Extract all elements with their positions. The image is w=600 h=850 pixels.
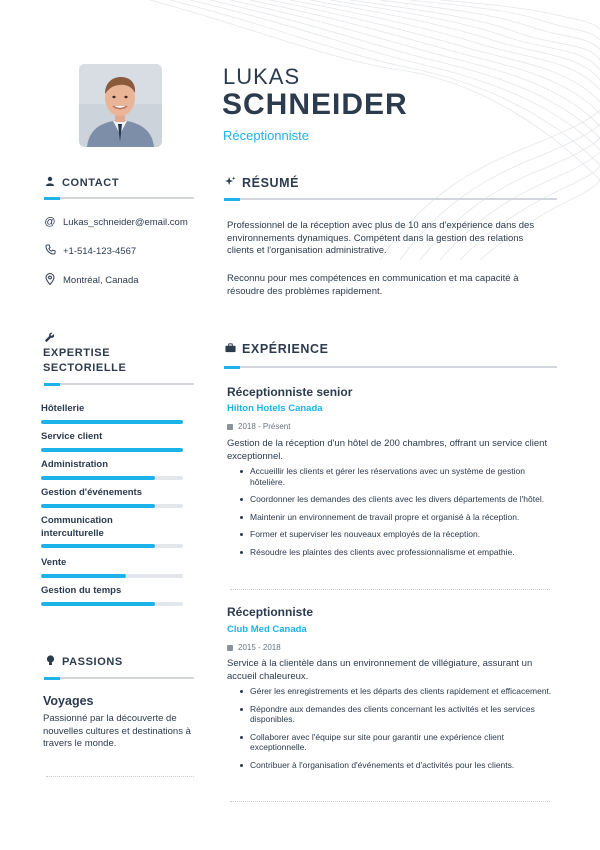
passions-heading — [44, 655, 123, 669]
expertise-rule — [44, 383, 194, 385]
skill-bar-fill — [41, 574, 126, 578]
expertise-heading — [43, 346, 126, 376]
job-bullet: Résoudre les plaintes des clients avec professionnalisme et empathie. — [238, 547, 558, 558]
job-bullet: Gérer les enregistrements et les départs des clients rapidement et efficacement. — [238, 686, 558, 697]
job-dates-text: 2018 - Présent — [238, 422, 291, 431]
job-summary: Gestion de la réception d'un hôtel de 200 chambres, offrant un service client exceptionnel. — [227, 438, 548, 462]
skill-bar-track — [41, 420, 183, 424]
skill-item — [41, 585, 183, 606]
phone-icon — [44, 244, 56, 258]
skill-name: Vente — [41, 557, 67, 568]
job-summary: Service à la clientèle dans un environnement de villégiature, assurant un accueil chaleureux. — [227, 658, 533, 682]
job-company: Hilton Hotels Canada — [227, 403, 323, 414]
calendar-icon — [227, 424, 233, 430]
passion-description: Passionné par la découverte de nouvelles cultures et destinations à travers le monde. — [43, 713, 191, 749]
contact-location: Montréal, Canada — [63, 275, 139, 286]
job-bullet: Maintenir un environnement de travail propre et organisé à la réception. — [238, 512, 558, 523]
skill-name: Administration — [41, 459, 109, 470]
skill-item — [41, 557, 183, 578]
resume-rule — [224, 198, 557, 200]
job-bullet: Former et superviser les nouveaux employés de la réception. — [238, 529, 558, 540]
skill-bar-track — [41, 574, 183, 578]
resume-paragraph-2: Reconnu pour mes compétences en communication et ma capacité à résoudre des problèmes rapidement. — [227, 273, 519, 297]
skill-name: Gestion du temps — [41, 585, 122, 596]
skill-name: Gestion d'événements — [41, 487, 142, 498]
last-name: SCHNEIDER — [222, 88, 408, 121]
skill-name: Service client — [41, 431, 103, 442]
skill-name: Hôtellerie — [41, 403, 85, 414]
resume-heading-label: RÉSUMÉ — [242, 176, 300, 190]
briefcase-icon — [224, 342, 236, 356]
job-dates-text: 2015 - 2018 — [238, 643, 281, 652]
at-sign-icon: @ — [44, 216, 56, 228]
expertise-heading-line1: EXPERTISE — [43, 347, 111, 359]
resume-heading — [224, 176, 299, 190]
job-title: Réceptionniste — [223, 128, 309, 143]
contact-phone-row — [44, 244, 136, 258]
skill-bar-track — [41, 448, 183, 452]
expertise-rule-accent — [44, 383, 60, 386]
skill-bar-fill — [41, 420, 183, 424]
resume-rule-accent — [224, 198, 240, 201]
job-role: Réceptionniste senior — [227, 385, 353, 399]
profile-photo — [79, 64, 162, 147]
contact-heading-label: CONTACT — [62, 176, 120, 189]
contact-rule-accent — [44, 197, 60, 200]
experience-rule-accent — [224, 366, 240, 369]
job-bullet: Collaborer avec l'équipe sur site pour garantir une expérience client exceptionnelle. — [238, 732, 558, 753]
skill-bar-fill — [41, 504, 155, 508]
lightbulb-icon — [44, 655, 56, 669]
job-bullet-list — [238, 686, 558, 777]
skill-bar-fill — [41, 476, 155, 480]
skill-bar-track — [41, 602, 183, 606]
skill-bar-fill — [41, 602, 155, 606]
first-name: LUKAS — [223, 64, 301, 89]
passion-title: Voyages — [43, 694, 94, 708]
passions-divider — [46, 776, 194, 777]
skill-bar-track — [41, 476, 183, 480]
skill-item — [41, 403, 183, 424]
job-bullet: Accueillir les clients et gérer les réservations avec un système de gestion hôtelière. — [238, 466, 558, 487]
contact-location-row — [44, 273, 139, 288]
job-dates — [227, 422, 290, 431]
skill-name: Communication interculturelle — [41, 515, 113, 539]
skill-item — [41, 515, 161, 548]
person-icon — [44, 176, 56, 189]
job-bullet-list — [238, 466, 558, 564]
job-divider — [230, 589, 550, 590]
skill-item — [41, 459, 183, 480]
job-divider — [230, 801, 550, 802]
skill-item — [41, 487, 183, 508]
resume-paragraph-1: Professionnel de la réception avec plus de 10 ans d'expérience dans des environnements dynamiques. Compétent dans la gestion des relations clients et l'organisation administrative. — [227, 220, 535, 256]
job-company: Club Med Canada — [227, 624, 307, 635]
skill-bar-fill — [41, 448, 183, 452]
contact-email[interactable]: Lukas_schneider@email.com — [63, 216, 188, 228]
contact-rule — [44, 197, 194, 199]
expertise-heading-line2: SECTORIELLE — [43, 362, 127, 374]
experience-rule — [224, 366, 557, 368]
skill-item — [41, 431, 183, 452]
job-bullet: Répondre aux demandes des clients concernant les activités et les services disponibles. — [238, 704, 558, 725]
skill-bar-fill — [41, 544, 155, 548]
contact-email-row — [44, 216, 188, 228]
job-dates — [227, 643, 281, 652]
passions-heading-label: PASSIONS — [62, 656, 123, 668]
portrait-illustration — [79, 64, 162, 147]
contact-heading — [44, 176, 119, 189]
skill-bar-track — [41, 544, 183, 548]
job-bullet: Coordonner les demandes des clients avec les divers départements de l'hôtel. — [238, 494, 558, 505]
skill-bar-track — [41, 504, 183, 508]
passions-rule — [44, 677, 194, 679]
job-role: Réceptionniste — [227, 605, 314, 619]
contact-phone[interactable]: +1-514-123-4567 — [63, 245, 137, 257]
sparkle-icon — [224, 176, 236, 190]
location-pin-icon — [44, 273, 56, 288]
experience-heading — [224, 342, 329, 356]
passions-rule-accent — [44, 677, 60, 680]
experience-heading-label: EXPÉRIENCE — [242, 342, 329, 356]
calendar-icon — [227, 645, 233, 651]
job-bullet: Contribuer à l'organisation d'événements et d'activités pour les clients. — [238, 760, 558, 771]
